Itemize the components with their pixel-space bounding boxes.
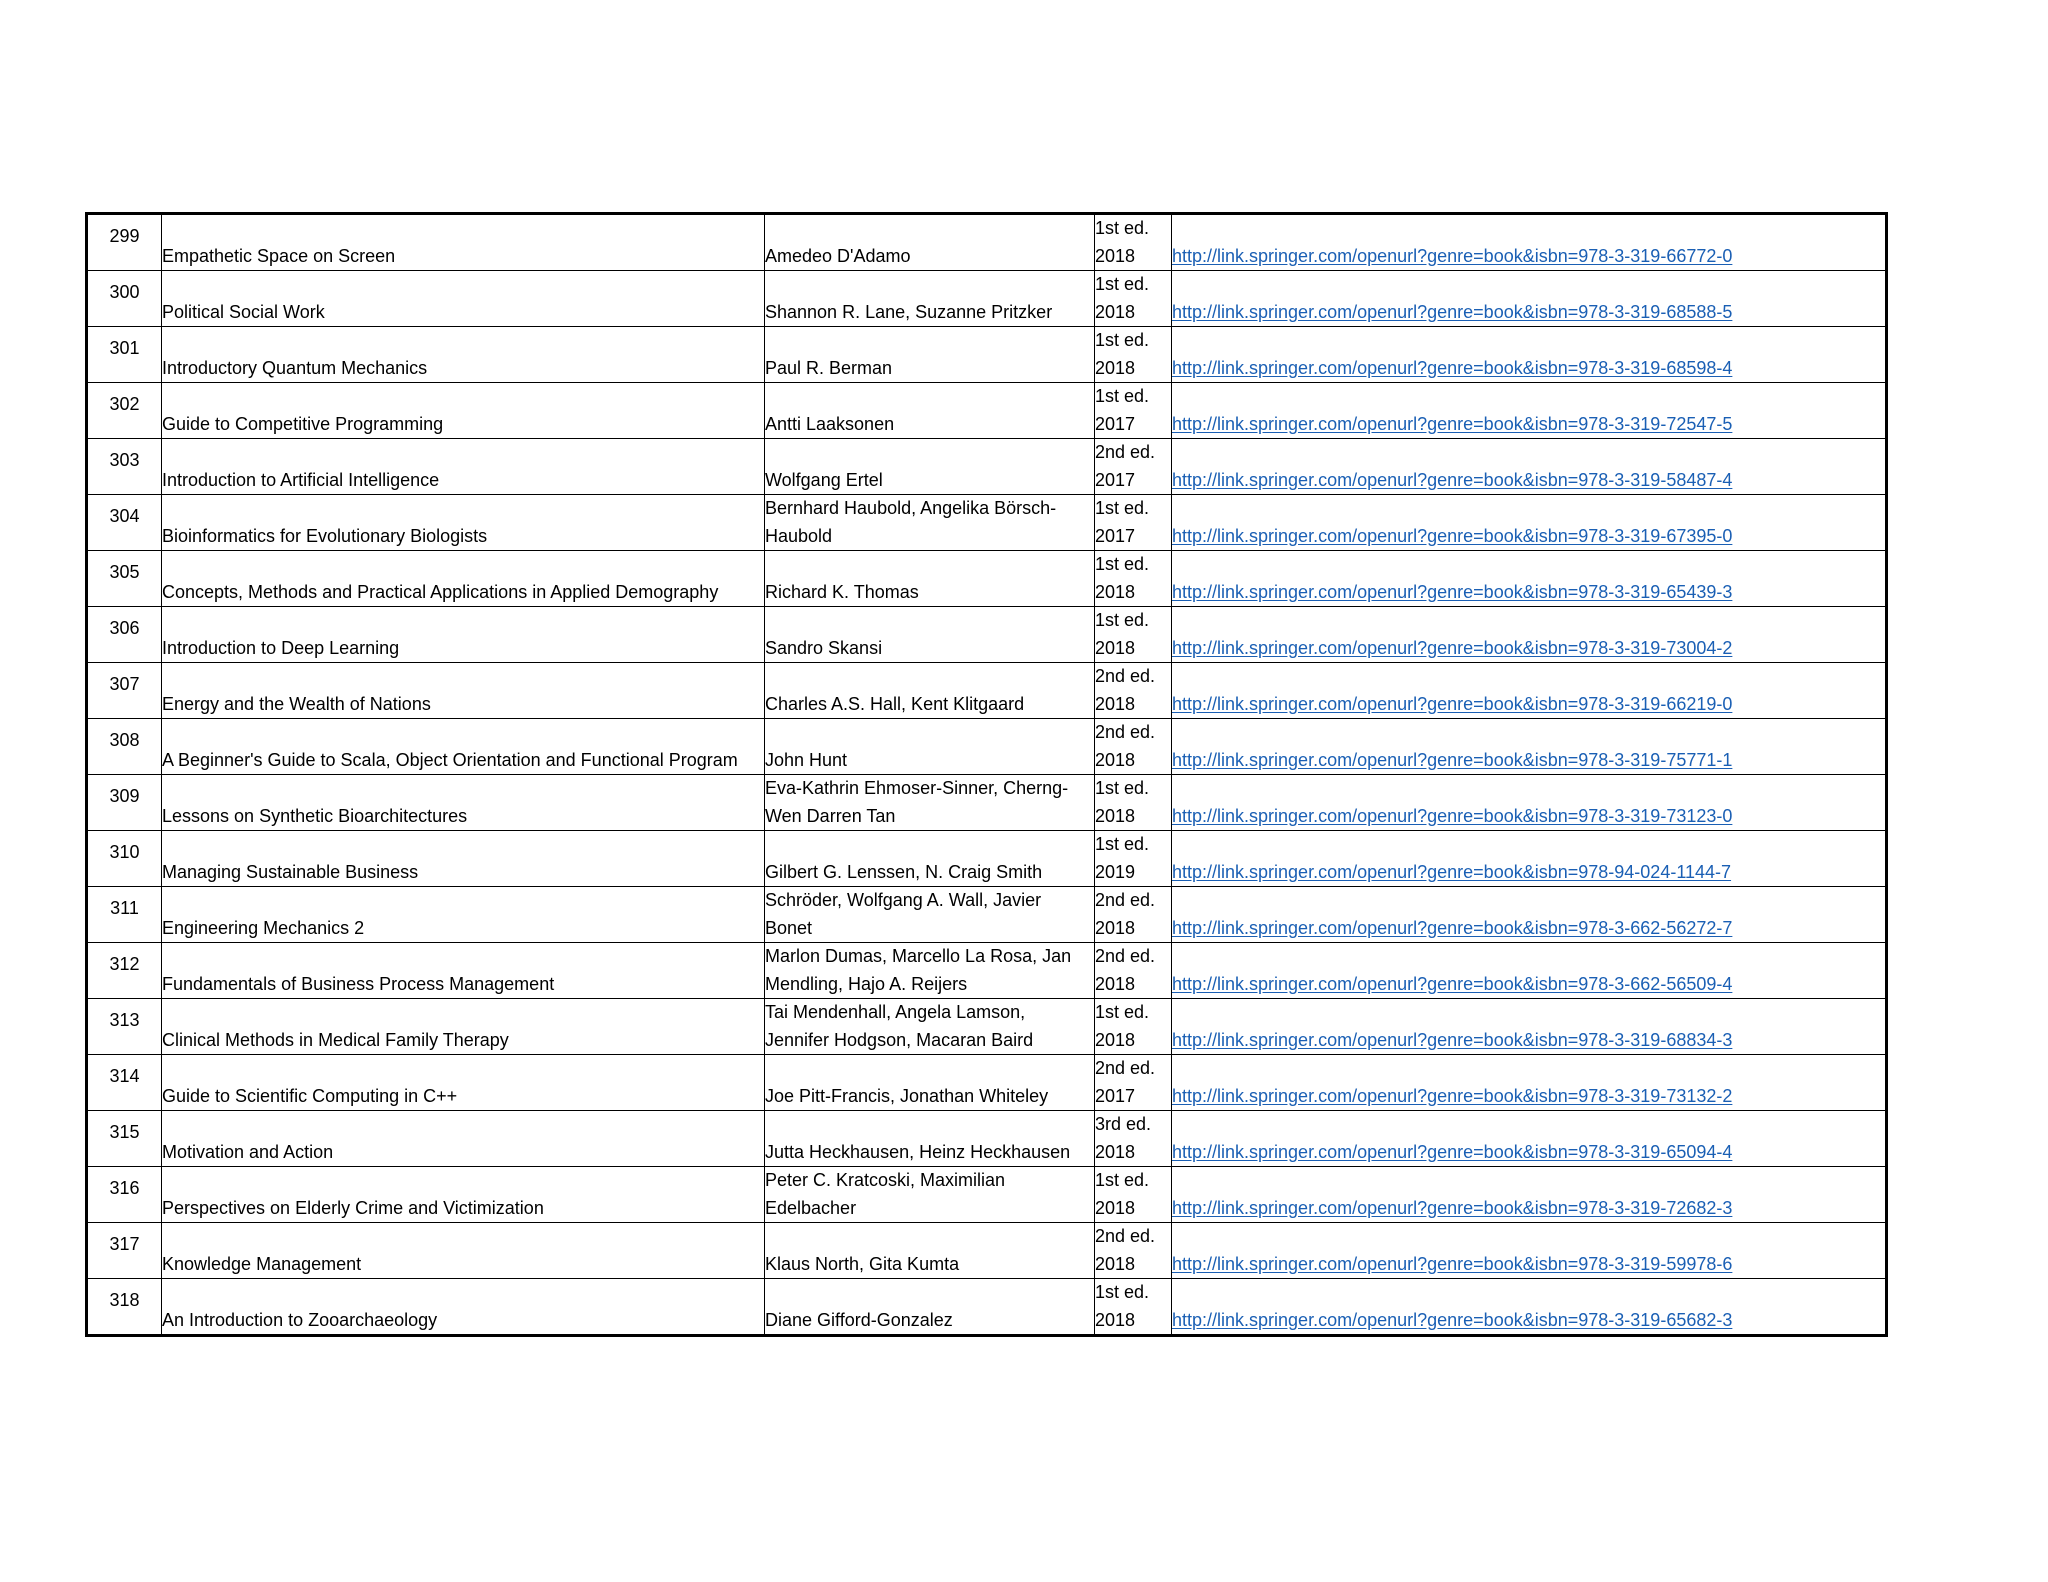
book-title: Motivation and Action [162,1111,765,1167]
book-link[interactable]: http://link.springer.com/openurl?genre=book&isbn=978-3-319-65094-4 [1172,1141,1733,1162]
row-number-cell [87,831,162,887]
table-row [87,607,1887,663]
book-edition: 1st ed. [1095,386,1150,406]
book-link-cell [1172,775,1887,831]
book-title: Perspectives on Elderly Crime and Victimization [162,1167,765,1223]
book-year: 2019 [1095,861,1136,882]
book-authors-line: Bonet [765,917,813,938]
book-authors-line: Antti Laaksonen [765,413,895,434]
table-row [87,1223,1887,1279]
book-title: Introduction to Artificial Intelligence [162,439,765,495]
row-number-cell [87,719,162,775]
book-authors-line: Marlon Dumas, Marcello La Rosa, Jan [765,946,1072,966]
book-authors-cell [765,383,1095,439]
book-link-cell [1172,439,1887,495]
book-authors-line: Wen Darren Tan [765,805,896,826]
row-number-cell [87,607,162,663]
book-authors-line: Peter C. Kratcoski, Maximilian [765,1170,1006,1190]
row-number-cell [87,663,162,719]
book-authors-cell [765,607,1095,663]
book-authors-cell [765,999,1095,1055]
book-title: Empathetic Space on Screen [162,214,765,271]
book-edition-cell [1095,383,1172,439]
book-link-cell [1172,887,1887,943]
row-number: 305 [109,561,140,582]
book-authors-line: Joe Pitt-Francis, Jonathan Whiteley [765,1085,1049,1106]
book-authors-cell [765,663,1095,719]
book-link-cell [1172,999,1887,1055]
row-number: 318 [109,1289,140,1310]
book-edition: 1st ed. [1095,834,1150,854]
row-number-cell [87,495,162,551]
row-number-cell [87,1055,162,1111]
book-edition-cell [1095,495,1172,551]
row-number: 306 [109,617,140,638]
book-link-cell [1172,1055,1887,1111]
book-edition: 1st ed. [1095,778,1150,798]
book-year: 2018 [1095,1141,1136,1162]
book-edition: 2nd ed. [1095,666,1156,686]
table-row [87,999,1887,1055]
book-edition-cell [1095,775,1172,831]
book-title: Bioinformatics for Evolutionary Biologists [162,495,765,551]
book-link-cell [1172,1111,1887,1167]
row-number-cell [87,214,162,271]
book-link[interactable]: http://link.springer.com/openurl?genre=book&isbn=978-3-319-73132-2 [1172,1085,1733,1106]
book-authors-line: Gilbert G. Lenssen, N. Craig Smith [765,861,1043,882]
book-edition: 2nd ed. [1095,722,1156,742]
book-edition: 1st ed. [1095,218,1150,238]
book-year: 2018 [1095,301,1136,322]
book-title: Fundamentals of Business Process Management [162,943,765,999]
book-authors-cell [765,1167,1095,1223]
book-year: 2017 [1095,413,1136,434]
book-year: 2018 [1095,749,1136,770]
book-link-cell [1172,383,1887,439]
table-row [87,887,1887,943]
row-number: 307 [109,673,140,694]
table-row [87,775,1887,831]
book-edition: 1st ed. [1095,554,1150,574]
book-link-cell [1172,495,1887,551]
book-link[interactable]: http://link.springer.com/openurl?genre=book&isbn=978-3-662-56272-7 [1172,917,1733,938]
book-authors-cell [765,1111,1095,1167]
book-link[interactable]: http://link.springer.com/openurl?genre=book&isbn=978-3-319-68588-5 [1172,301,1733,322]
book-link[interactable]: http://link.springer.com/openurl?genre=book&isbn=978-3-319-65682-3 [1172,1309,1733,1330]
row-number: 315 [109,1121,140,1142]
book-authors-cell [765,775,1095,831]
book-link-cell [1172,607,1887,663]
book-title: Managing Sustainable Business [162,831,765,887]
book-link-cell [1172,327,1887,383]
row-number: 316 [109,1177,140,1198]
book-year: 2018 [1095,1197,1136,1218]
book-link[interactable]: http://link.springer.com/openurl?genre=book&isbn=978-3-319-65439-3 [1172,581,1733,602]
book-link[interactable]: http://link.springer.com/openurl?genre=book&isbn=978-3-662-56509-4 [1172,973,1733,994]
book-year: 2018 [1095,581,1136,602]
row-number: 313 [109,1009,140,1030]
book-link[interactable]: http://link.springer.com/openurl?genre=book&isbn=978-3-319-66219-0 [1172,693,1733,714]
book-edition: 1st ed. [1095,1002,1150,1022]
book-authors-cell [765,1279,1095,1336]
book-authors-cell [765,831,1095,887]
book-edition-cell [1095,999,1172,1055]
book-authors-line: Amedeo D'Adamo [765,245,911,266]
table-row [87,1279,1887,1336]
row-number: 300 [109,281,140,302]
book-edition-cell [1095,271,1172,327]
book-title: An Introduction to Zooarchaeology [162,1279,765,1336]
book-edition-cell [1095,1223,1172,1279]
book-title: Introduction to Deep Learning [162,607,765,663]
book-edition-cell [1095,327,1172,383]
book-authors-cell [765,943,1095,999]
book-edition-cell [1095,719,1172,775]
book-link[interactable]: http://link.springer.com/openurl?genre=book&isbn=978-3-319-68598-4 [1172,357,1733,378]
book-title: Engineering Mechanics 2 [162,887,765,943]
book-year: 2018 [1095,245,1136,266]
book-title: Introductory Quantum Mechanics [162,327,765,383]
book-link[interactable]: http://link.springer.com/openurl?genre=book&isbn=978-3-319-73123-0 [1172,805,1733,826]
book-year: 2018 [1095,1253,1136,1274]
book-year: 2018 [1095,805,1136,826]
row-number-cell [87,1223,162,1279]
table-row [87,831,1887,887]
book-edition: 1st ed. [1095,274,1150,294]
book-edition-cell [1095,551,1172,607]
book-year: 2018 [1095,637,1136,658]
book-title: Knowledge Management [162,1223,765,1279]
book-authors-line: Bernhard Haubold, Angelika Börsch- [765,498,1057,518]
book-link[interactable]: http://link.springer.com/openurl?genre=book&isbn=978-3-319-75771-1 [1172,749,1733,770]
book-authors-line: Klaus North, Gita Kumta [765,1253,960,1274]
book-link[interactable]: http://link.springer.com/openurl?genre=book&isbn=978-3-319-58487-4 [1172,469,1733,490]
book-edition-cell [1095,1055,1172,1111]
book-authors-line: Wolfgang Ertel [765,469,883,490]
book-title: Guide to Scientific Computing in C++ [162,1055,765,1111]
book-authors-cell [765,719,1095,775]
book-link[interactable]: http://link.springer.com/openurl?genre=book&isbn=978-3-319-67395-0 [1172,525,1733,546]
book-year: 2018 [1095,693,1136,714]
book-year: 2018 [1095,1029,1136,1050]
book-edition: 2nd ed. [1095,442,1156,462]
row-number: 317 [109,1233,140,1254]
book-edition: 2nd ed. [1095,1226,1156,1246]
book-authors-line: Richard K. Thomas [765,581,919,602]
row-number: 309 [109,785,140,806]
book-authors-cell [765,551,1095,607]
book-link-cell [1172,551,1887,607]
book-link-cell [1172,1223,1887,1279]
book-link-cell [1172,271,1887,327]
book-edition: 1st ed. [1095,330,1150,350]
book-edition: 3rd ed. [1095,1114,1152,1134]
book-year: 2018 [1095,1309,1136,1330]
row-number: 310 [109,841,140,862]
book-link[interactable]: http://link.springer.com/openurl?genre=book&isbn=978-3-319-73004-2 [1172,637,1733,658]
row-number-cell [87,1111,162,1167]
book-year: 2018 [1095,973,1136,994]
row-number: 312 [109,953,140,974]
book-year: 2017 [1095,525,1136,546]
table-row [87,383,1887,439]
table-row [87,551,1887,607]
table-row [87,719,1887,775]
book-edition-cell [1095,887,1172,943]
book-year: 2018 [1095,917,1136,938]
book-link[interactable]: http://link.springer.com/openurl?genre=book&isbn=978-94-024-1144-7 [1172,861,1732,882]
book-authors-cell [765,439,1095,495]
table-row [87,327,1887,383]
book-edition-cell [1095,1167,1172,1223]
book-year: 2017 [1095,469,1136,490]
book-edition-cell [1095,831,1172,887]
book-link-cell [1172,1279,1887,1336]
book-authors-line: Eva-Kathrin Ehmoser-Sinner, Cherng- [765,778,1069,798]
row-number: 311 [110,897,139,918]
book-title: A Beginner's Guide to Scala, Object Orientation and Functional Program [162,719,765,775]
book-edition-cell [1095,1279,1172,1336]
row-number-cell [87,999,162,1055]
book-edition-cell [1095,1111,1172,1167]
book-link[interactable]: http://link.springer.com/openurl?genre=book&isbn=978-3-319-68834-3 [1172,1029,1733,1050]
book-link[interactable]: http://link.springer.com/openurl?genre=book&isbn=978-3-319-66772-0 [1172,245,1733,266]
book-link-cell [1172,719,1887,775]
table-row [87,439,1887,495]
row-number: 308 [109,729,140,750]
book-edition: 1st ed. [1095,498,1150,518]
row-number-cell [87,327,162,383]
book-authors-line: Mendling, Hajo A. Reijers [765,973,968,994]
book-edition-cell [1095,439,1172,495]
book-authors-line: Tai Mendenhall, Angela Lamson, [765,1002,1026,1022]
row-number: 301 [109,337,140,358]
book-authors-line: Shannon R. Lane, Suzanne Pritzker [765,301,1053,322]
book-authors-cell [765,327,1095,383]
row-number: 299 [109,225,140,246]
book-title: Political Social Work [162,271,765,327]
book-link[interactable]: http://link.springer.com/openurl?genre=book&isbn=978-3-319-72682-3 [1172,1197,1733,1218]
book-edition-cell [1095,214,1172,271]
book-authors-cell [765,1055,1095,1111]
row-number-cell [87,775,162,831]
row-number-cell [87,943,162,999]
table-row [87,1055,1887,1111]
row-number-cell [87,383,162,439]
book-edition-cell [1095,663,1172,719]
book-title: Concepts, Methods and Practical Applications in Applied Demography [162,551,765,607]
book-authors-line: Haubold [765,525,833,546]
row-number: 304 [109,505,140,526]
book-link[interactable]: http://link.springer.com/openurl?genre=book&isbn=978-3-319-72547-5 [1172,413,1733,434]
table-row [87,214,1887,271]
book-link-cell [1172,214,1887,271]
book-edition: 1st ed. [1095,1282,1150,1302]
book-link-cell [1172,1167,1887,1223]
book-link[interactable]: http://link.springer.com/openurl?genre=book&isbn=978-3-319-59978-6 [1172,1253,1733,1274]
row-number-cell [87,1279,162,1336]
book-authors-line: Jutta Heckhausen, Heinz Heckhausen [765,1141,1071,1162]
row-number: 302 [109,393,140,414]
book-year: 2017 [1095,1085,1136,1106]
book-authors-cell [765,214,1095,271]
row-number-cell [87,439,162,495]
book-edition-cell [1095,943,1172,999]
table-row [87,1111,1887,1167]
row-number-cell [87,887,162,943]
book-edition: 1st ed. [1095,1170,1150,1190]
row-number: 303 [109,449,140,470]
book-authors-line: Charles A.S. Hall, Kent Klitgaard [765,693,1025,714]
book-title: Guide to Competitive Programming [162,383,765,439]
book-link-cell [1172,663,1887,719]
book-authors-cell [765,271,1095,327]
row-number-cell [87,551,162,607]
table-row [87,1167,1887,1223]
book-authors-line: Schröder, Wolfgang A. Wall, Javier [765,890,1042,910]
book-authors-line: Jennifer Hodgson, Macaran Baird [765,1029,1034,1050]
book-authors-line: Edelbacher [765,1197,857,1218]
table-row [87,663,1887,719]
row-number: 314 [109,1065,140,1086]
book-authors-cell [765,1223,1095,1279]
book-authors-line: John Hunt [765,749,848,770]
book-table [85,212,1888,1337]
book-authors-line: Diane Gifford-Gonzalez [765,1309,953,1330]
book-link-cell [1172,943,1887,999]
row-number-cell [87,271,162,327]
book-edition: 1st ed. [1095,610,1150,630]
book-edition: 2nd ed. [1095,890,1156,910]
table-row [87,495,1887,551]
book-title: Lessons on Synthetic Bioarchitectures [162,775,765,831]
book-authors-line: Sandro Skansi [765,637,883,658]
book-authors-cell [765,887,1095,943]
book-authors-line: Paul R. Berman [765,357,893,378]
book-edition: 2nd ed. [1095,946,1156,966]
book-year: 2018 [1095,357,1136,378]
book-title: Energy and the Wealth of Nations [162,663,765,719]
book-edition-cell [1095,607,1172,663]
book-link-cell [1172,831,1887,887]
book-title: Clinical Methods in Medical Family Therapy [162,999,765,1055]
book-edition: 2nd ed. [1095,1058,1156,1078]
table-row [87,943,1887,999]
row-number-cell [87,1167,162,1223]
table-row [87,271,1887,327]
book-authors-cell [765,495,1095,551]
table-body [87,214,1887,1336]
